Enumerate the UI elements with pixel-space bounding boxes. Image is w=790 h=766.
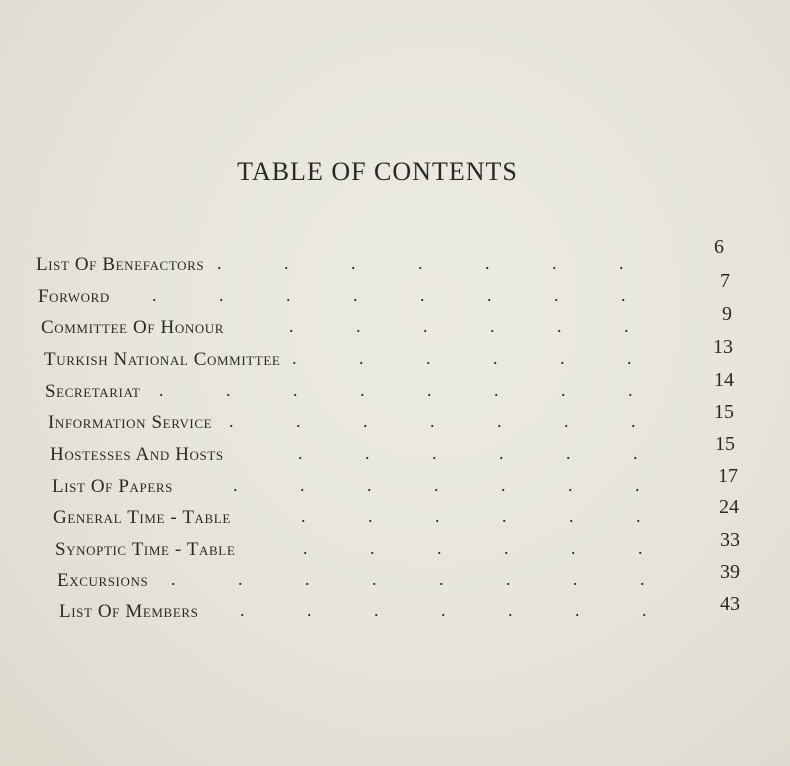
toc-entry-label: Forword [38, 286, 110, 307]
leader-dot: . [564, 411, 569, 431]
leader-dot: . [499, 443, 504, 463]
leader-dot: . [305, 569, 310, 589]
leader-dot: . [621, 285, 626, 305]
leader-dot: . [427, 380, 432, 400]
toc-entry-page: 7 [720, 270, 730, 292]
leader-dot: . [573, 569, 578, 589]
leader-dot: . [638, 538, 643, 558]
leader-dot: . [504, 538, 509, 558]
toc-entry-page: 6 [714, 236, 724, 258]
leader-dot: . [430, 411, 435, 431]
leader-dot: . [575, 600, 580, 620]
toc-entry-page: 15 [714, 401, 734, 423]
leader-dot: . [494, 380, 499, 400]
leader-dot: . [508, 600, 513, 620]
leader-dot: . [356, 316, 361, 336]
leader-dot: . [296, 411, 301, 431]
leader-dot: . [298, 443, 303, 463]
leader-dot: . [554, 285, 559, 305]
leader-dot: . [360, 380, 365, 400]
leader-dot: . [238, 569, 243, 589]
toc-entry [48, 401, 748, 438]
leader-dot: . [423, 316, 428, 336]
leader-dot: . [353, 285, 358, 305]
toc-entry [41, 303, 741, 343]
toc-entry [50, 433, 750, 470]
leader-dot: . [219, 285, 224, 305]
leader-dot: . [435, 506, 440, 526]
page-title: TABLE OF CONTENTS [237, 157, 518, 186]
leader-dot: . [286, 285, 291, 305]
leader-dot: . [490, 316, 495, 336]
leader-dot: . [437, 538, 442, 558]
leader-dot: . [627, 348, 632, 368]
leader-dot: . [240, 600, 245, 620]
leader-dot: . [485, 253, 490, 273]
leader-dot: . [506, 569, 511, 589]
leader-dot: . [365, 443, 370, 463]
toc-entry [53, 496, 753, 533]
leader-dot: . [487, 285, 492, 305]
toc-entry-label: Information Service [48, 412, 213, 433]
toc-entry [57, 561, 757, 596]
leader-dot: . [439, 569, 444, 589]
leader-dot: . [372, 569, 377, 589]
leader-dot: . [292, 348, 297, 368]
leader-dot: . [359, 348, 364, 368]
toc-entry [38, 270, 738, 312]
leader-dot: . [284, 253, 289, 273]
toc-entry-label: Excursions [57, 570, 149, 591]
leader-dot: . [307, 600, 312, 620]
leader-dot: . [566, 443, 571, 463]
leader-dot: . [493, 348, 498, 368]
toc-entry-label: Secretariat [45, 381, 141, 402]
leader-dot: . [557, 316, 562, 336]
toc-entry-label: Turkish National Committee [44, 349, 281, 370]
leader-dot: . [367, 475, 372, 495]
toc-entry-page: 9 [722, 303, 732, 325]
toc-entry-page: 17 [718, 465, 738, 487]
leader-dot: . [152, 285, 157, 305]
toc-entry [45, 369, 745, 407]
leader-dot: . [233, 475, 238, 495]
leader-dot: . [303, 538, 308, 558]
toc-entry-label: General Time - Table [53, 507, 231, 528]
leader-dot: . [159, 380, 164, 400]
leader-dot: . [619, 253, 624, 273]
toc-entry [55, 529, 755, 565]
leader-dot: . [502, 506, 507, 526]
leader-dot: . [569, 506, 574, 526]
leader-dot: . [432, 443, 437, 463]
toc-entry [59, 593, 759, 627]
leader-dot: . [368, 506, 373, 526]
leader-dot: . [363, 411, 368, 431]
leader-dot: . [633, 443, 638, 463]
leader-dot: . [229, 411, 234, 431]
toc-entry-page: 33 [720, 529, 740, 551]
leader-dot: . [420, 285, 425, 305]
toc-entry [52, 465, 752, 502]
leader-dot: . [561, 380, 566, 400]
toc-entry-label: Hostesses And Hosts [50, 444, 224, 465]
leader-dot: . [560, 348, 565, 368]
toc-entry-label: List Of Benefactors [36, 254, 205, 275]
leader-dot: . [426, 348, 431, 368]
toc-entry-label: List Of Members [59, 601, 199, 622]
toc-entry-page: 43 [720, 593, 740, 615]
toc-entry-page: 39 [720, 561, 740, 583]
leader-dot: . [497, 411, 502, 431]
leader-dot: . [635, 475, 640, 495]
leader-dot: . [217, 253, 222, 273]
leader-dot: . [636, 506, 641, 526]
leader-dot: . [351, 253, 356, 273]
toc-entry [44, 336, 744, 375]
leader-dot: . [441, 600, 446, 620]
toc-entry-label: Synoptic Time - Table [55, 539, 236, 560]
leader-dot: . [434, 475, 439, 495]
toc-entry-label: Committee Of Honour [41, 317, 225, 338]
leader-dot: . [301, 506, 306, 526]
leader-dot: . [631, 411, 636, 431]
toc-entry-page: 13 [713, 336, 733, 358]
toc-entry-label: List Of Papers [52, 476, 173, 497]
toc-entry-page: 15 [715, 433, 735, 455]
toc-entry-page: 14 [714, 369, 734, 391]
leader-dot: . [568, 475, 573, 495]
leader-dot: . [628, 380, 633, 400]
leader-dot: . [171, 569, 176, 589]
leader-dot: . [418, 253, 423, 273]
leader-dot: . [226, 380, 231, 400]
toc-entry [36, 236, 736, 280]
leader-dot: . [374, 600, 379, 620]
leader-dot: . [289, 316, 294, 336]
leader-dot: . [624, 316, 629, 336]
toc-entry-page: 24 [719, 496, 739, 518]
leader-dot: . [501, 475, 506, 495]
leader-dot: . [571, 538, 576, 558]
leader-dot: . [642, 600, 647, 620]
leader-dot: . [370, 538, 375, 558]
leader-dot: . [552, 253, 557, 273]
leader-dot: . [640, 569, 645, 589]
leader-dot: . [293, 380, 298, 400]
leader-dot: . [300, 475, 305, 495]
